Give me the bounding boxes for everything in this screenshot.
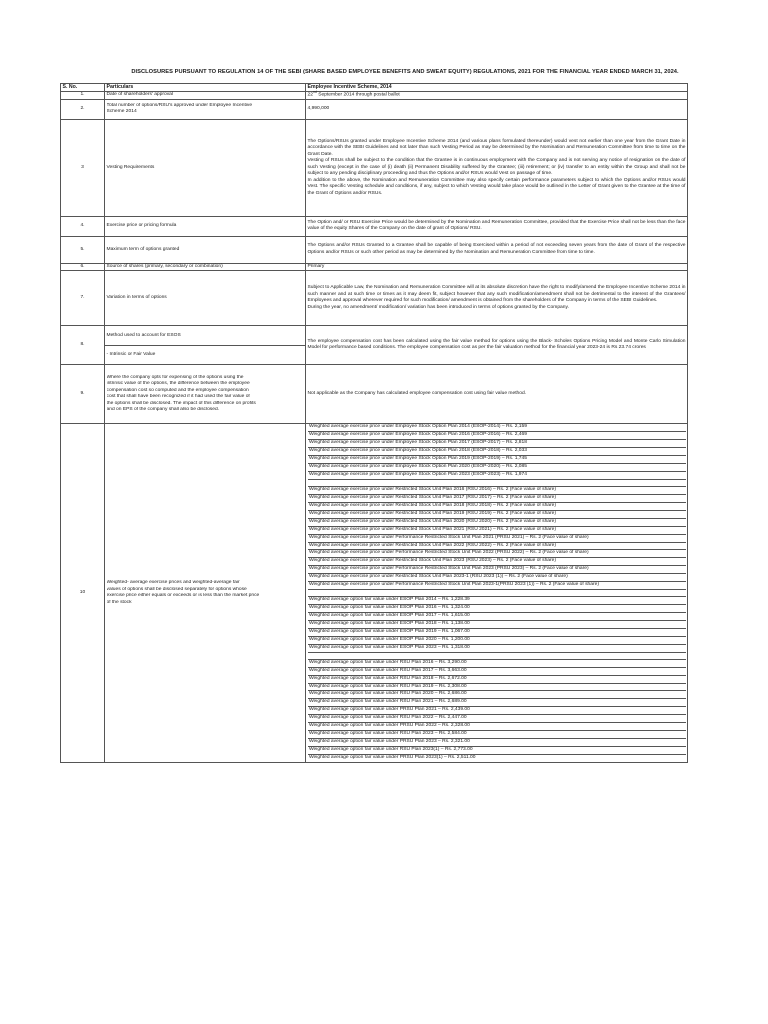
row-detail: [306, 91, 688, 99]
list-item: Weighted average option fair value under RSU Plan 2018 – Rs. 2,672.00: [308, 676, 686, 684]
detail-paragraph: In addition to the above, the Nomination and Remuneration Committee may also specify certain performance parameters subject to which the Options and/or RSUs would Vest. The specific Vesting schedule and conditions, if any, subject to which Vesting would take place would be outlined in the Letter of Grant given to the Grantee at the time of the Grant of Options and/or RSUs.: [307, 177, 686, 196]
row-detail: The Options and/or RSUs Granted to a Grantee shall be capable of being Exercised within a period of not exceeding seven years from the date of Grant of the respective Options and/or RSUs or such other period as may be determined by the Nomination and Remuneration Committee from time to time.: [306, 236, 688, 263]
row-number: 8.: [61, 326, 105, 365]
row-number: 5.: [61, 236, 105, 263]
weighted-average-list: [306, 424, 688, 763]
table-row: [61, 326, 688, 365]
row-detail: 4,990,000: [306, 99, 688, 119]
particular-line: values of options shall be disclosed separately for options whose: [106, 586, 247, 592]
list-item: Weighted average option fair value under RSU Plan 2016 – Rs. 3,290.00: [308, 660, 686, 668]
list-item: Weighted average option fair value under RSU Plan 2020 – Rs. 2,686.00: [308, 691, 686, 699]
disclosure-table: [60, 83, 688, 763]
row-number: 1.: [61, 91, 105, 99]
row-number: 3: [61, 119, 105, 216]
list-item: Weighted average exercise price under Employee Stock Option Plan 2018 (ESOP-2018) – Rs. 2,033: [308, 448, 686, 456]
table-row: [61, 236, 688, 263]
row-number: 9.: [61, 365, 105, 424]
list-item: Weighted average option fair value under ESOP Plan 2018 – Rs. 1,138.00: [308, 621, 686, 629]
date-suffix: nd: [312, 89, 317, 94]
list-item: Weighted average exercise price under Restricted Stock Unit Plan 2022 (RSU 2022) – Rs. 2 (Face value of share): [308, 543, 686, 551]
particular-line: Where the company opts for expensing of the options using the: [106, 375, 244, 381]
header-scheme: Employee Incentive Scheme, 2014: [306, 84, 688, 92]
list-item: Weighted average exercise price under Performance Restricted Stock Unit Plan 2023 (PRSU 2023) – Rs. 2 (Face value of share): [308, 566, 686, 574]
list-item: Weighted average exercise price under Performance Restricted Stock Unit Plan 2023-1(PRSU 2023 (1)) – Rs. 2 (Face value of share): [308, 582, 686, 590]
date-number: 22: [307, 92, 313, 98]
row-particular: Exercise price or pricing formula: [105, 216, 306, 236]
page-title: DISCLOSURES PURSUANT TO REGULATION 14 OF THE SEBI (SHARE BASED EMPLOYEE BENEFITS AND SWEAT EQUITY) REGULATIONS, 2021 FOR THE FINANCIAL YEAR ENDED MARCH 31, 2024.: [131, 69, 679, 75]
detail-paragraph: Subject to Applicable Law, the Nomination and Remuneration Committee will at its absolute discretion have the right to modify/amend the Employee Incentive Scheme 2014 in such manner and at such time or times as it may deem fit, subject however that any such modification/amendment shall not be detrimental to the interest of the Grantees/ Employees and approval wherever required for such modification/ amendment is obtained from the shareholders of the Company in terms of the SEBI Guidelines.: [307, 285, 686, 304]
row-detail: [306, 119, 688, 216]
list-item: Weighted average option fair value under PRSU Plan 2023 – Rs. 2,321.00: [308, 739, 686, 747]
table-row: [61, 424, 688, 763]
list-item: Weighted average exercise price under Employee Stock Option Plan 2019 (ESOP-2019) – Rs. 1,745: [308, 456, 686, 464]
row-particular: Date of shareholders' approval: [105, 91, 306, 99]
row-detail: Not applicable as the Company has calculated employee compensation cost using fair value method.: [306, 365, 688, 424]
list-item: Weighted average exercise price under Restricted Stock Unit Plan 2017 (RSU 2017) – Rs. 2 (Face value of share): [308, 495, 686, 503]
detail-paragraph: The Options/RSUs granted under Employee Incentive Scheme 2014 (and various plans formulated thereunder) would vest not earlier than one year from the Grant Date in accordance with the SEBI Guidelines and not later than such Vesting Period as may be determined by the Nomination and Remuneration Committee from time to time on the Grant Date.: [307, 138, 686, 157]
list-item: Weighted average exercise price under Restricted Stock Unit Plan 2023 (RSU 2023) – Rs. 2 (Face value of share): [308, 558, 686, 566]
particular-line: Weighted- average exercise prices and weighted-average fair: [106, 580, 240, 586]
row-particular: Vesting Requirements: [105, 119, 306, 216]
list-item: Weighted average option fair value under ESOP Plan 2016 – Rs. 1,324.00: [308, 605, 686, 613]
row-number: 4.: [61, 216, 105, 236]
detail-paragraph: Vesting of RSUs shall be subject to the condition that the Grantee is in continuous employment with the Company and is not serving any notice of resignation on the date of such Vesting (except in the case of (i) death (ii) Permanent Disability suffered by the Grantee; (iii) retirement; or (iv) transfer to an entity within the Group and shall not be subject to any pending disciplinary proceeding and thus the Options and/or RSUs would Vest on passage of time.: [307, 158, 686, 177]
row-detail: The employee compensation cost has been calculated using the fair value method for options using the Black- Scholes Options Pricing Model and Monte Carlo Simulation Model for performance based conditions. The employee compensation cost as per the fair valuation method for the financial year 2023-24 is Rs 23.74 crores: [306, 326, 688, 365]
table-row: [61, 271, 688, 326]
list-item: Weighted average option fair value under ESOP Plan 2014 – Rs. 1,228.39: [308, 597, 686, 605]
particular-line: intrinsic value of the options, the difference between the employee: [106, 381, 250, 387]
row-particular: [105, 326, 306, 365]
list-item: Weighted average option fair value under PRSU Plan 2022 – Rs. 2,328.00: [308, 723, 686, 731]
list-item: Weighted average exercise price under Performance Restricted Stock Unit Plan 2021 (PRSU 2021) – Rs. 2 (Face value of share): [308, 535, 686, 543]
list-item: Weighted average exercise price under Restricted Stock Unit Plan 2023-1 (RSU 2023 (1)) – Rs. 2 (Face value of share): [308, 574, 686, 582]
row-particular: Maximum term of options granted: [105, 236, 306, 263]
row-particular: Variation in terms of options: [105, 271, 306, 326]
list-item: Weighted average option fair value under PRSU Plan 2021 – Rs. 2,439.00: [308, 707, 686, 715]
detail-paragraph: During the year, no amendment/ modification/ variation has been introduced in terms of options granted by the Company.: [307, 304, 569, 310]
list-item: Weighted average exercise price under Employee Stock Option Plan 2023 (ESOP-2023) – Rs. 1,974: [308, 472, 686, 480]
list-item: Weighted average option fair value under ESOP Plan 2019 – Rs. 1,067.00: [308, 629, 686, 637]
list-item: Weighted average exercise price under Restricted Stock Unit Plan 2018 (RSU 2018) – Rs. 2 (Face value of share): [308, 503, 686, 511]
table-row: [61, 263, 688, 270]
list-item: Weighted average exercise price under Restricted Stock Unit Plan 2020 (RSU 2020) – Rs. 2 (Face value of share): [308, 519, 686, 527]
particular-line: Scheme 2014: [106, 109, 137, 115]
particular-line: exercise price either equals or exceeds or is less than the market price: [106, 593, 260, 599]
particular-line: Total number of options/RSU's approved under Employee Incentive: [106, 102, 253, 108]
row-number: 2.: [61, 99, 105, 119]
list-item: Weighted average option fair value under RSU Plan 2019 – Rs. 2,308.00: [308, 684, 686, 692]
list-item: Weighted average exercise price under Restricted Stock Unit Plan 2021 (RSU 2021) – Rs. 2 (Face value of share): [308, 527, 686, 535]
list-item: Weighted average exercise price under Employee Stock Option Plan 2016 (ESOP-2016) – Rs. 2,469: [308, 432, 686, 440]
esop-exercise-price-list: [308, 424, 686, 480]
list-item: Weighted average exercise price under Employee Stock Option Plan 2014 (ESOP-2014) – Rs. 2,159: [308, 424, 686, 432]
list-item: Weighted average exercise price under Performance Restricted Stock Unit Plan 2022 (PRSU 2022) – Rs. 2 (Face value of share): [308, 550, 686, 558]
row-number: 7.: [61, 271, 105, 326]
table-row: [61, 216, 688, 236]
list-item: Weighted average option fair value under PRSU Plan 2023(1) – Rs. 2,511.00: [309, 754, 476, 760]
particular-method: Method used to account for ESOS: [105, 326, 305, 346]
list-spacer: [308, 590, 686, 597]
list-item: Weighted average exercise price under Restricted Stock Unit Plan 2019 (RSU 2019) – Rs. 2 (Face value of share): [308, 511, 686, 519]
particular-line: cost that shall have been recognized if it had used the fair value of: [106, 394, 250, 400]
list-item: Weighted average option fair value under RSU Plan 2022 – Rs. 2,447.00: [308, 715, 686, 723]
row-number: 10: [61, 424, 105, 763]
table-row: [61, 91, 688, 99]
header-sno: S. No.: [61, 84, 105, 92]
row-number: 6.: [61, 263, 105, 270]
list-item: Weighted average exercise price under Restricted Stock Unit Plan 2016 (RSU 2016) – Rs. 2 (Face value of share): [308, 487, 686, 495]
list-spacer: [308, 653, 686, 660]
row-detail: Primary: [306, 263, 688, 270]
list-spacer: [308, 480, 686, 487]
table-row: [61, 365, 688, 424]
esop-fair-value-list: [308, 597, 686, 653]
particular-line: the options shall be disclosed. The impact of this difference on profits: [106, 400, 256, 406]
list-item: Weighted average option fair value under RSU Plan 2023 – Rs. 2,584.00: [308, 731, 686, 739]
particular-line: compensation cost so computed and the employee compensation: [106, 387, 249, 393]
row-particular: [105, 99, 306, 119]
list-item: Weighted average option fair value under RSU Plan 2023(1) – Rs. 2,773.00: [308, 747, 686, 755]
list-item: Weighted average exercise price under Employee Stock Option Plan 2020 (ESOP-2020) – Rs. 2,085: [308, 464, 686, 472]
rsu-fair-value-list: [308, 660, 686, 762]
table-row: [61, 119, 688, 216]
particular-line: and on EPS of the company shall also be disclosed.: [106, 407, 220, 413]
header-row: [61, 84, 688, 92]
list-item: Weighted average option fair value under ESOP Plan 2023 – Rs. 1,318.00: [308, 645, 686, 653]
header-particulars: Particulars: [105, 84, 306, 92]
particular-value-type: - Intrinsic or Fair Value: [106, 352, 156, 358]
list-item: Weighted average option fair value under RSU Plan 2021 – Rs. 2,689.00: [308, 699, 686, 707]
date-text: September 2014 through postal ballot: [316, 92, 400, 98]
list-item: Weighted average option fair value under ESOP Plan 2020 – Rs. 1,200.00: [308, 637, 686, 645]
row-particular: [105, 424, 306, 763]
table-row: [61, 99, 688, 119]
list-item: Weighted average exercise price under Employee Stock Option Plan 2017 (ESOP-2017) – Rs. 2,818: [308, 440, 686, 448]
rsu-exercise-price-list: [308, 487, 686, 590]
row-detail: [306, 271, 688, 326]
row-particular: Source of shares (primary, secondary or combination): [105, 263, 306, 270]
row-particular: [105, 365, 306, 424]
list-item: Weighted average option fair value under ESOP Plan 2017 – Rs. 1,615.00: [308, 613, 686, 621]
row-detail: The Option and/ or RSU Exercise Price would be determined by the Nomination and Remuneration Committee, provided that the Exercise Price shall not be less than the face value of the equity Shares of the Company on the date of grant of Options/ RSU.: [306, 216, 688, 236]
list-item: Weighted average option fair value under RSU Plan 2017 – Rs. 3,663.00: [308, 668, 686, 676]
particular-line: of the stock: [106, 599, 132, 605]
